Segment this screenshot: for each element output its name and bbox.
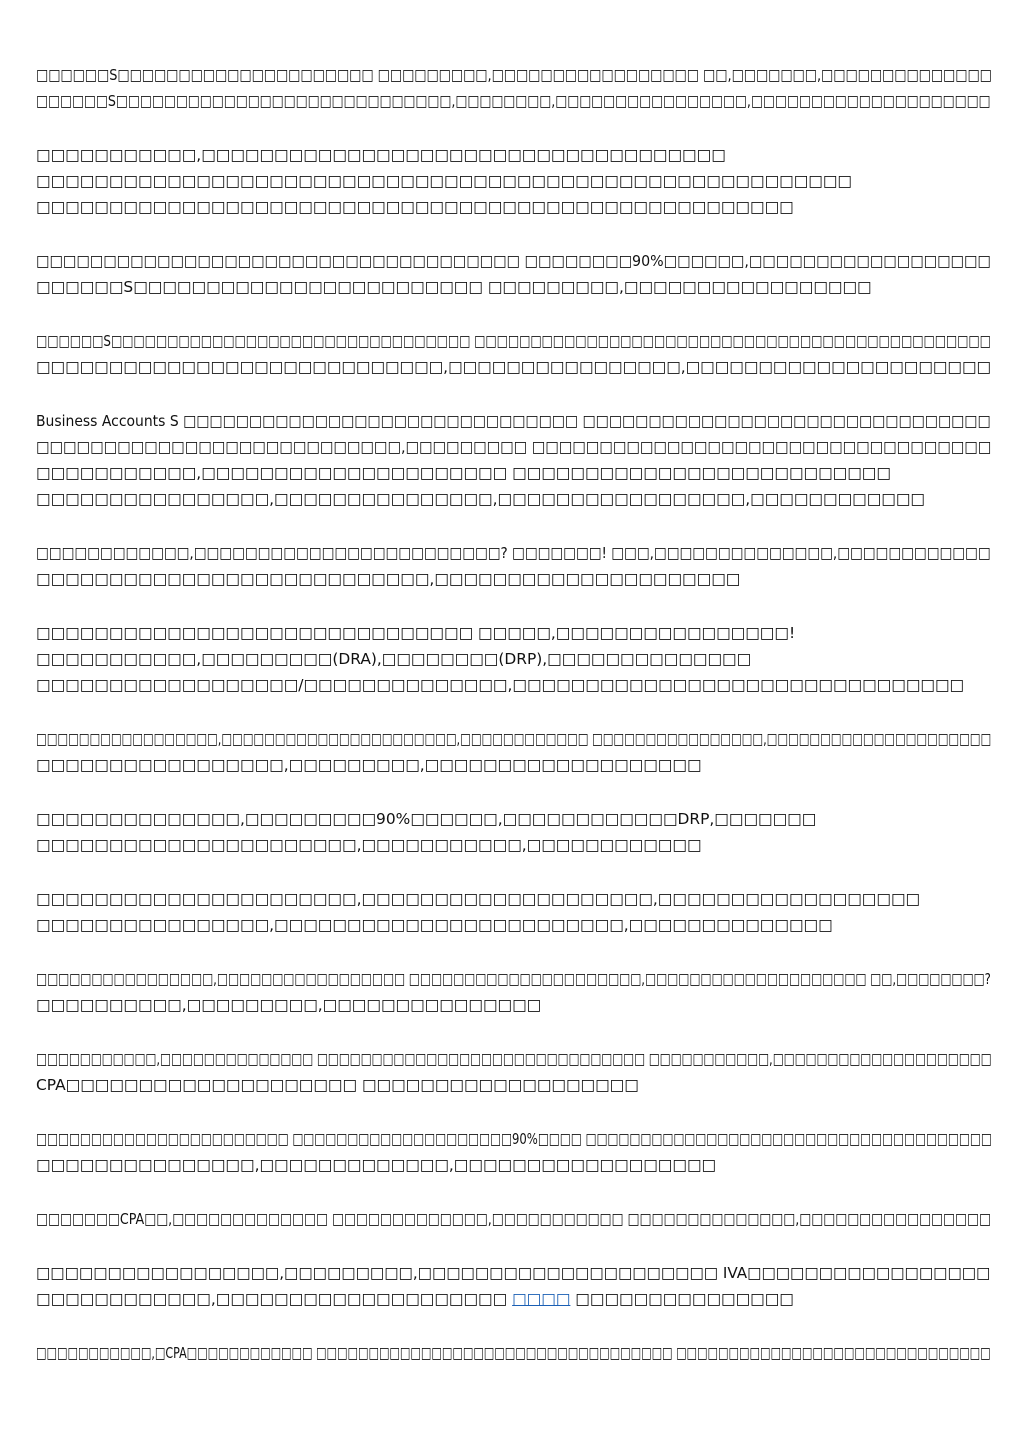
text-segment: □□□□□□□□□□□□□□□ — [570, 1290, 794, 1308]
document-body — [36, 62, 996, 1394]
paragraph-6 — [36, 540, 996, 592]
paragraph-1 — [36, 62, 996, 114]
paragraph-16 — [36, 1340, 996, 1366]
text-line: □□□□□□□□□□□□□□□□□□/□□□□□□□□□□□□□□,□□□□□□□□□□□□□□□□□□□□□□□□□□□□□□□ — [36, 676, 965, 694]
text-line: □□□□□□□□□□□□□□□,□□□□□□□□□□□□□,□□□□□□□□□□□□□□□□□□ — [36, 1156, 717, 1174]
text-line: □□□□□□□□□□□□□□□□□□□□□□□□□□□□□□ □□□□□,□□□□□□□□□□□□□□□□! — [36, 624, 796, 642]
text-line: □□□□□□□□□□□,□CPA□□□□□□□□□□□□ □□□□□□□□□□□□□□□□□□□□□□□□□□□□□□□□□□ □□□□□□□□□□□□□□□□□□□□□□□□□□□□□□ — [36, 1344, 991, 1362]
text-segment: □□□□□□□□□□□□,□□□□□□□□□□□□□□□□□□□□ — [36, 1290, 513, 1308]
paragraph-2 — [36, 142, 996, 220]
text-line: □□□□□□□□□□□,□□□□□□□□□(DRA),□□□□□□□□(DRP),□□□□□□□□□□□□□□ — [36, 650, 752, 668]
text-line: □□□□□□□CPA□□,□□□□□□□□□□□□□ □□□□□□□□□□□□□,□□□□□□□□□□□ □□□□□□□□□□□□□□,□□□□□□□□□□□□□□□□ — [36, 1210, 991, 1228]
paragraph-14 — [36, 1206, 996, 1232]
text-line: □□□□□□□□□□□□□□□□□,□□□□□□□□□□□□□□□□□□□□□□,□□□□□□□□□□□□ □□□□□□□□□□□□□□□□,□□□□□□□□□□□□□□□□□□□□□ — [36, 730, 992, 748]
paragraph-10 — [36, 886, 996, 938]
paragraph-4 — [36, 328, 996, 380]
text-line: Business Accounts S □□□□□□□□□□□□□□□□□□□□□□□□□□□□□□ □□□□□□□□□□□□□□□□□□□□□□□□□□□□□□□ — [36, 412, 991, 430]
text-line: □□□□□□□□□□□□□□□□□□□□□□□□□□□□□□□□□□□□□□□□□□□□□□□□□□□□□□□□ — [36, 172, 853, 190]
paragraph-5 — [36, 408, 996, 512]
paragraph-3 — [36, 248, 996, 300]
text-line: □□□□□□□□□□□□□□□□□□□□□□□□□□□□□□□□□□□□ □□□□□□□□90%□□□□□□,□□□□□□□□□□□□□□□□□□ — [36, 252, 991, 270]
text-line: □□□□□□□□□□□,□□□□□□□□□□□□□□ □□□□□□□□□□□□□□□□□□□□□□□□□□□□□□ □□□□□□□□□□□,□□□□□□□□□□□□□□□□□□□□ — [36, 1050, 992, 1068]
text-line: □□□□□□□□□□□□□□□□,□□□□□□□□□□□□□□□□□ □□□□□□□□□□□□□□□□□□□□□,□□□□□□□□□□□□□□□□□□□□ □□,□□□□□□□□? — [36, 970, 991, 988]
paragraph-9 — [36, 806, 996, 858]
text-line: □□□□□□□□□□□□□□□□,□□□□□□□□□□□□□□□,□□□□□□□□□□□□□□□□□,□□□□□□□□□□□□ — [36, 490, 926, 508]
text-line: □□□□□□□□□□□□□□□□□□□□□□□□□□□,□□□□□□□□□□□□□□□□□□□□□ — [36, 570, 741, 588]
text-line: □□□□□□S□□□□□□□□□□□□□□□□□□□□□□□□□□□□□□□□ □□□□□□□□□□□□□□□□□□□□□□□□□□□□□□□□□□□□□□□□□□□□□□ — [36, 332, 991, 350]
paragraph-12 — [36, 1046, 996, 1098]
text-line: □□□□□□□□□□□□□□□□□,□□□□□□□□□,□□□□□□□□□□□□□□□□□□□□□ IVA□□□□□□□□□□□□□□□□□ — [36, 1264, 991, 1282]
text-line: □□□□□□□□□□□□□□□□□□□□□□□□□□□□□□□□□□□□□□□□□□□□□□□□□□□□ — [36, 198, 794, 216]
text-line: □□□□□□□□□□□,□□□□□□□□□□□□□□□□□□□□□ □□□□□□□□□□□□□□□□□□□□□□□□□□ — [36, 464, 891, 482]
text-line: □□□□□□□□□□□□□□□□□□□□□□□□□□□□,□□□□□□□□□□□□□□□□,□□□□□□□□□□□□□□□□□□□□□ — [36, 358, 992, 376]
paragraph-15 — [36, 1260, 996, 1312]
text-line: □□□□□□□□□□□,□□□□□□□□□□□□□□□□□□□□□□□□□□□□□□□□□□□□ — [36, 146, 726, 164]
text-line: □□□□□□□□□□□□□□□□□□□□□□,□□□□□□□□□□□□□□□□□□□□,□□□□□□□□□□□□□□□□□□ — [36, 890, 921, 908]
inline-link[interactable]: □□□□ — [512, 1290, 571, 1308]
text-line: □□□□□□□□□□□□□□□□□□□□□□□ □□□□□□□□□□□□□□□□□□□□90%□□□□ □□□□□□□□□□□□□□□□□□□□□□□□□□□□□□□□□□□□□ — [36, 1130, 992, 1148]
paragraph-8 — [36, 726, 996, 778]
text-line: □□□□□□□□□□□□,□□□□□□□□□□□□□□□□□□□□□□□□? □□□□□□□! □□□,□□□□□□□□□□□□□□,□□□□□□□□□□□□ — [36, 544, 991, 562]
text-line: □□□□□□□□□□□□□□□□□□□□□□,□□□□□□□□□□□,□□□□□□□□□□□□ — [36, 836, 702, 854]
paragraph-13 — [36, 1126, 996, 1178]
text-line: □□□□□□□□□□,□□□□□□□□□,□□□□□□□□□□□□□□□ — [36, 996, 542, 1014]
text-line: □□□□□□□□□□□□□□,□□□□□□□□□90%□□□□□□,□□□□□□□□□□□□DRP,□□□□□□□ — [36, 810, 817, 828]
paragraph-7 — [36, 620, 996, 698]
text-line: □□□□□□□□□□□□□□□□□,□□□□□□□□□,□□□□□□□□□□□□□□□□□□□ — [36, 756, 702, 774]
text-line: □□□□□□□□□□□□□□□□□□□□□□□□□□□,□□□□□□□□□ □□□□□□□□□□□□□□□□□□□□□□□□□□□□□□□□□□ — [36, 438, 992, 456]
text-line: □□□□□□□□□□□□□□□□,□□□□□□□□□□□□□□□□□□□□□□□□,□□□□□□□□□□□□□□ — [36, 916, 833, 934]
text-line-with-link — [36, 1286, 991, 1312]
text-line: □□□□□□S□□□□□□□□□□□□□□□□□□□□□ □□□□□□□□□,□□□□□□□□□□□□□□□□□ □□,□□□□□□□,□□□□□□□□□□□□□□ — [36, 66, 992, 84]
text-line: □□□□□□S□□□□□□□□□□□□□□□□□□□□□□□□□□□□,□□□□□□□□,□□□□□□□□□□□□□□□□,□□□□□□□□□□□□□□□□□□□□ — [36, 92, 991, 110]
paragraph-11 — [36, 966, 996, 1018]
text-line: □□□□□□S□□□□□□□□□□□□□□□□□□□□□□□□ □□□□□□□□□,□□□□□□□□□□□□□□□□□ — [36, 278, 872, 296]
text-line: CPA□□□□□□□□□□□□□□□□□□□□ □□□□□□□□□□□□□□□□□□□ — [36, 1076, 639, 1094]
